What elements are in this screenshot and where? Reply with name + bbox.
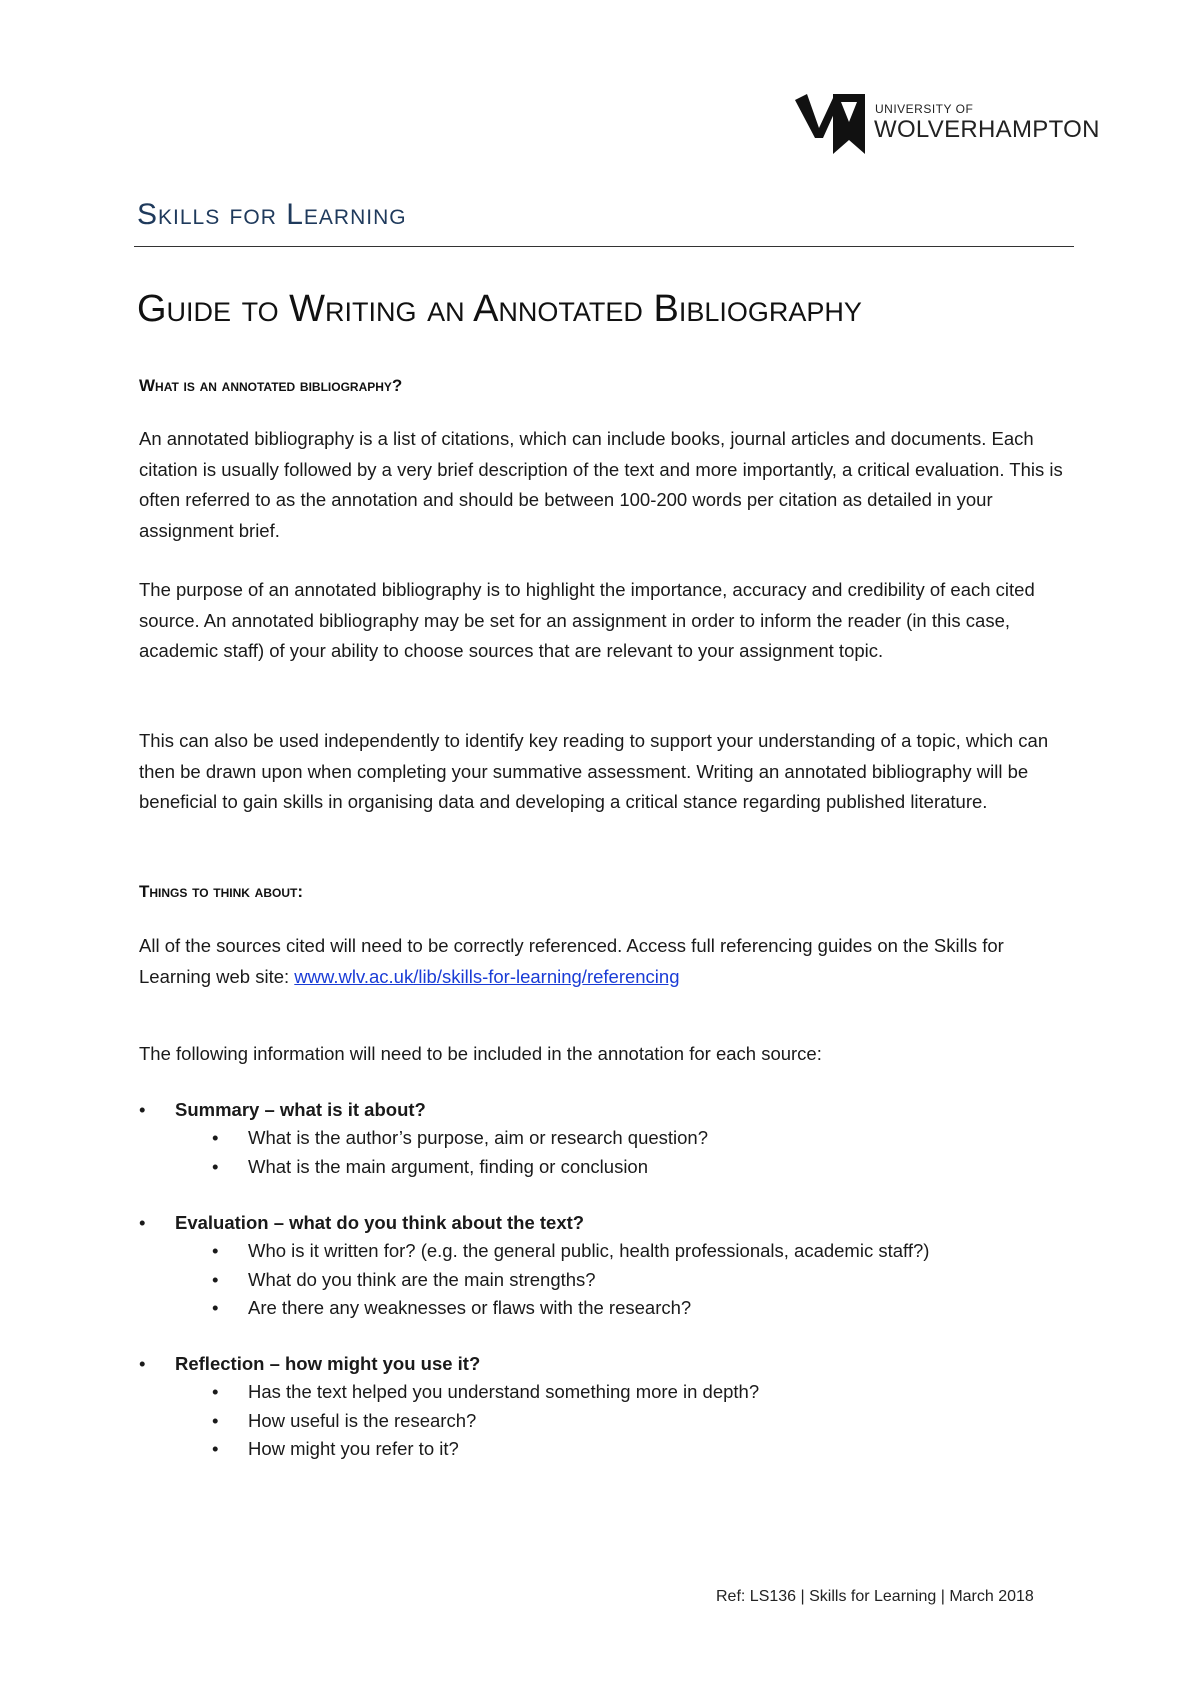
list-item-label: Reflection – how might you use it?: [175, 1353, 481, 1374]
sub-list-item: [139, 1294, 1079, 1323]
series-title: Skills for Learning: [137, 198, 407, 231]
bullet-icon: •: [212, 1268, 219, 1290]
sub-list-item: [139, 1407, 1079, 1436]
sub-list-item: [139, 1153, 1079, 1182]
list-group-evaluation: [139, 1209, 1079, 1323]
paragraph-independent-use: This can also be used independently to identify key reading to support your understanding of a topic, which can then be drawn upon when completing your summative assessment. Writing an annotated bibliography will be beneficial to gain skills in organising data and developing a critical stance regarding published literature.: [139, 730, 1049, 812]
section-heading-things-to-think: Things to think about:: [139, 882, 303, 901]
sub-list-item-label: What do you think are the main strengths?: [248, 1268, 596, 1290]
logo-mark-icon: [793, 92, 869, 156]
bullet-icon: •: [139, 1353, 146, 1374]
paragraph-referencing: [139, 931, 1079, 992]
sub-list-item: [139, 1435, 1079, 1464]
bullet-icon: •: [212, 1155, 219, 1177]
bullet-icon: •: [212, 1409, 219, 1431]
sub-list-item-label: Who is it written for? (e.g. the general public, health professionals, academic staff?): [248, 1240, 930, 1261]
sub-list-item-label: What is the main argument, finding or conclusion: [248, 1155, 649, 1177]
header-divider: [134, 246, 1074, 247]
sub-list-item: [139, 1378, 1079, 1407]
list-item-label: Evaluation – what do you think about the text?: [175, 1212, 585, 1233]
sub-list-item-label: What is the author’s purpose, aim or research question?: [248, 1127, 709, 1148]
paragraph-definition: An annotated bibliography is a list of citations, which can include books, journal articles and documents. Each citation is usually followed by a very brief description of the text and more importantly, a critical evaluation. This is often referred to as the annotation and should be between 100-200 words per citation as detailed in your assignment brief.: [139, 428, 1063, 541]
sub-list-item-label: How might you refer to it?: [248, 1438, 459, 1459]
logo-university-of: UNIVERSITY OF: [875, 102, 974, 116]
bullet-icon: •: [139, 1212, 146, 1233]
list-item-label: Summary – what is it about?: [175, 1099, 426, 1120]
page-footer: Ref: LS136 | Skills for Learning | March 2018: [716, 1588, 1034, 1605]
section-heading-what-is: What is an annotated bibliography?: [139, 376, 403, 395]
bullet-icon: •: [212, 1297, 219, 1318]
list-item: [139, 1350, 1079, 1378]
paragraph-purpose: The purpose of an annotated bibliography is to highlight the importance, accuracy and credibility of each cited source. An annotated bibliography may be set for an assignment in order to inform the reader (in this case, academic staff) of your ability to choose sources that are relevant to your assignment topic.: [139, 579, 1035, 661]
bullet-icon: •: [139, 1099, 146, 1120]
list-group-reflection: [139, 1350, 1079, 1464]
list-item: [139, 1209, 1079, 1237]
sub-list-item: [139, 1124, 1079, 1153]
sub-list-item-label: How useful is the research?: [248, 1409, 477, 1431]
referencing-link[interactable]: www.wlv.ac.uk/lib/skills-for-learning/referencing: [294, 965, 680, 987]
list-group-summary: [139, 1096, 1079, 1181]
bullet-icon: •: [212, 1381, 219, 1402]
sub-list-item-label: Has the text helped you understand something more in depth?: [248, 1381, 760, 1402]
sub-list-item: [139, 1266, 1079, 1295]
bullet-icon: •: [212, 1438, 219, 1459]
list-item: [139, 1096, 1079, 1124]
paragraph-following-info: The following information will need to be included in the annotation for each source:: [139, 1043, 822, 1064]
referencing-text: All of the sources cited will need to be correctly referenced. Access full referencing guides on the Skills for Learning web site:: [139, 935, 1004, 987]
logo-wolverhampton: WOLVERHAMPTON: [874, 116, 1100, 143]
page-title: Guide to Writing an Annotated Bibliography: [137, 288, 862, 330]
bullet-icon: •: [212, 1127, 219, 1148]
sub-list-item-label: Are there any weaknesses or flaws with the research?: [248, 1297, 692, 1318]
bullet-icon: •: [212, 1240, 219, 1261]
sub-list-item: [139, 1237, 1079, 1266]
university-logo: [793, 92, 1100, 156]
